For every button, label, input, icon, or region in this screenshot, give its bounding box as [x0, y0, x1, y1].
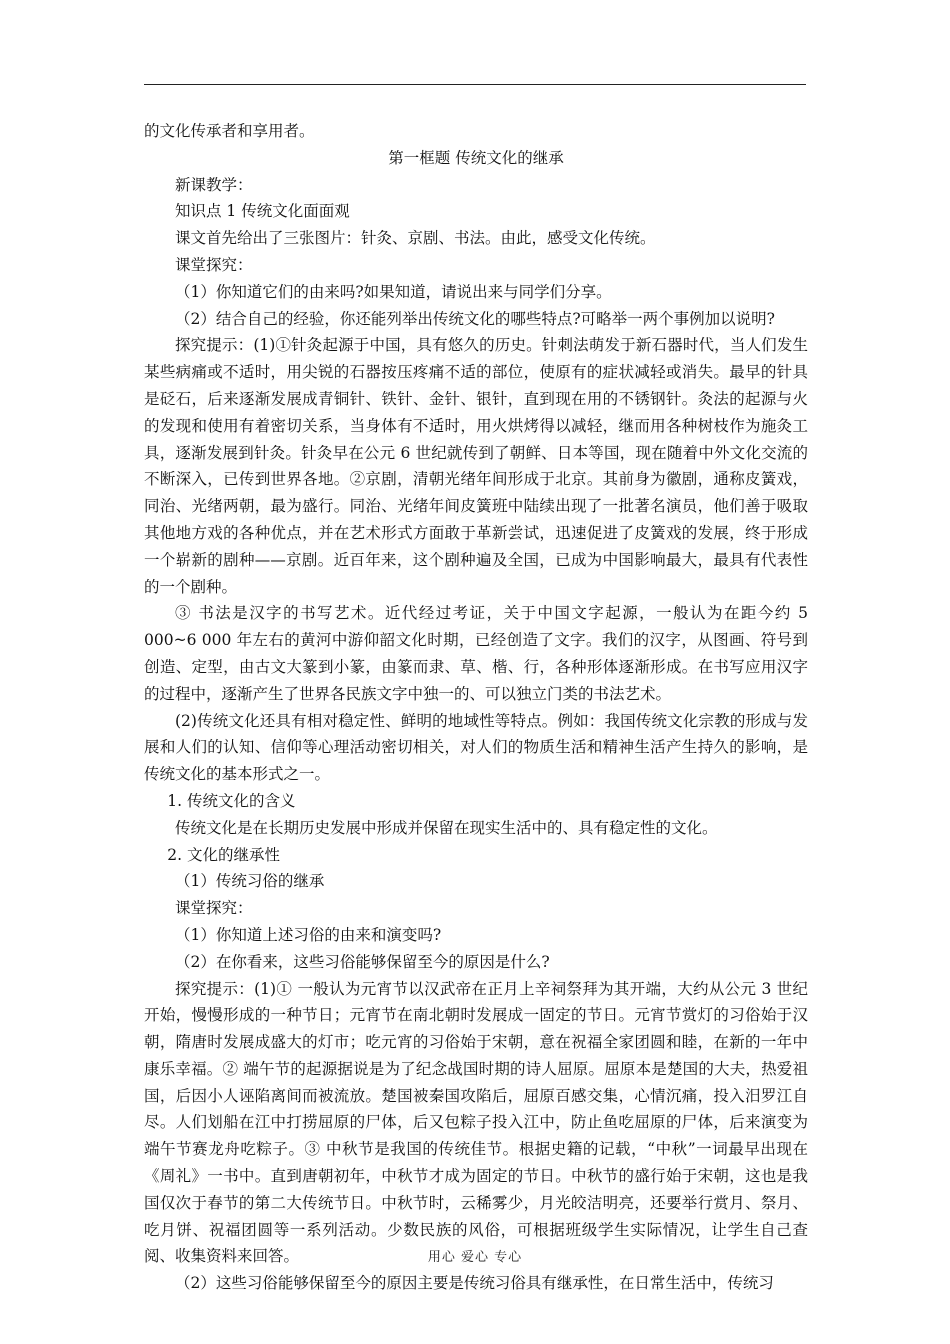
- page-footer: 用心 爱心 专心: [427, 1250, 523, 1265]
- paragraph: （2）结合自己的经验，你还能列举出传统文化的哪些特点?可略举一两个事例加以说明?: [175, 309, 775, 328]
- paragraph: 1. 传统文化的含义: [167, 791, 296, 810]
- paragraph: 探究提示：(1)① 一般认为元宵节以汉武帝在正月上辛祠祭拜为其开端，大约从公元 3 世纪开始，慢慢形成的一种节日；元宵节在南北朝时发展成一固定的节日。元宵节赏灯的习俗始于汉朝，隋唐时发展成盛大的灯市；吃元宵的习俗始于宋朝，意在祝福全家团圆和睦，在新的一年中康乐幸福。② 端午节的起源据说是为了纪念战国时期的诗人屈原。屈原本是楚国的大夫，热爱祖国，后因小人诬陷离间而被流放。楚国被秦国攻陷后，屈原百感交集，心情沉痛，投入汨罗江自尽。人们划船在江中打捞屈原的尸体，后又包粽子投入江中，防止鱼吃屈原的尸体，后来演变为端午节赛龙舟吃粽子。③ 中秋节是我国的传统佳节。根据史籍的记载，“中秋”一词最早出现在《周礼》一书中。直到唐朝初年，中秋节才成为固定的节日。中秋节的盛行始于宋朝，这也是我国仅次于春节的第二大传统节日。中秋节时，云稀雾少，月光皎洁明亮，还要举行赏月、祭月、吃月饼、祝福团圆等一系列活动。少数民族的风俗，可根据班级学生实际情况，让学生自己查阅、收集资料来回答。: [144, 979, 808, 1266]
- paragraph: 2. 文化的继承性: [167, 845, 280, 864]
- section-title: 第一框题 传统文化的继承: [388, 148, 564, 167]
- paragraph: ③ 书法是汉字的书写艺术。近代经过考证，关于中国文字起源，一般认为在距今约 5 000~6 000 年左右的黄河中游仰韶文化时期，已经创造了文字。我们的汉字，从图画、符号到创造、定型，由古文大篆到小篆，由篆而隶、草、楷、行，各种形体逐渐形成。在书写应用汉字的过程中，逐渐产生了世界各民族文字中独一的、可以独立门类的书法艺术。: [144, 604, 808, 703]
- paragraph: (2)传统文化还具有相对稳定性、鲜明的地域性等特点。例如：我国传统文化宗教的形成与发展和人们的认知、信仰等心理活动密切相关，对人们的物质生活和精神生活产生持久的影响，是传统文化的基本形式之一。: [144, 711, 808, 784]
- paragraph: 的文化传承者和享用者。: [144, 122, 315, 140]
- paragraph: （2）这些习俗能够保留至今的原因主要是传统习俗具有继承性，在日常生活中，传统习: [175, 1274, 774, 1293]
- paragraph: （1）你知道它们的由来吗?如果知道，请说出来与同学们分享。: [175, 282, 612, 301]
- paragraph: 探究提示：(1)①针灸起源于中国，具有悠久的历史。针刺法萌发于新石器时代，当人们发生某些病痛或不适时，用尖锐的石器按压疼痛不适的部位，使原有的症状减轻或消失。最早的针具是砭石，后来逐渐发展成青铜针、铁针、金针、银针，直到现在用的不锈钢针。灸法的起源与火的发现和使用有着密切关系，当身体有不适时，用火烘烤得以减轻，继而用各种树枝作为施灸工具，逐渐发展到针灸。针灸早在公元 6 世纪就传到了朝鲜、日本等国，现在随着中外文化交流的不断深入，已传到世界各地。②京剧，清朝光绪年间形成于北京。其前身为徽剧，通称皮簧戏，同治、光绪两朝，最为盛行。同治、光绪年间皮簧班中陆续出现了一批著名演员，他们善于吸取其他地方戏的各种优点，并在艺术形式方面敢于革新尝试，迅速促进了皮簧戏的发展，终于形成一个崭新的剧种——京剧。近百年来，这个剧种遍及全国，已成为中国影响最大，最具有代表性的一个剧种。: [144, 336, 808, 596]
- document-body: [144, 118, 808, 1297]
- paragraph: （1）传统习俗的继承: [175, 872, 325, 891]
- paragraph: 课堂探究：: [175, 899, 253, 918]
- paragraph: （2）在你看来，这些习俗能够保留至今的原因是什么?: [175, 952, 550, 971]
- header-rule: [144, 84, 806, 85]
- paragraph: 知识点 1 传统文化面面观: [175, 202, 350, 221]
- paragraph: 传统文化是在长期历史发展中形成并保留在现实生活中的、具有稳定性的文化。: [175, 818, 718, 837]
- paragraph: 新课教学：: [175, 175, 253, 194]
- paragraph: 课堂探究：: [175, 255, 253, 274]
- paragraph: （1）你知道上述习俗的由来和演变吗?: [175, 925, 442, 944]
- paragraph: 课文首先给出了三张图片：针灸、京剧、书法。由此，感受文化传统。: [175, 229, 656, 248]
